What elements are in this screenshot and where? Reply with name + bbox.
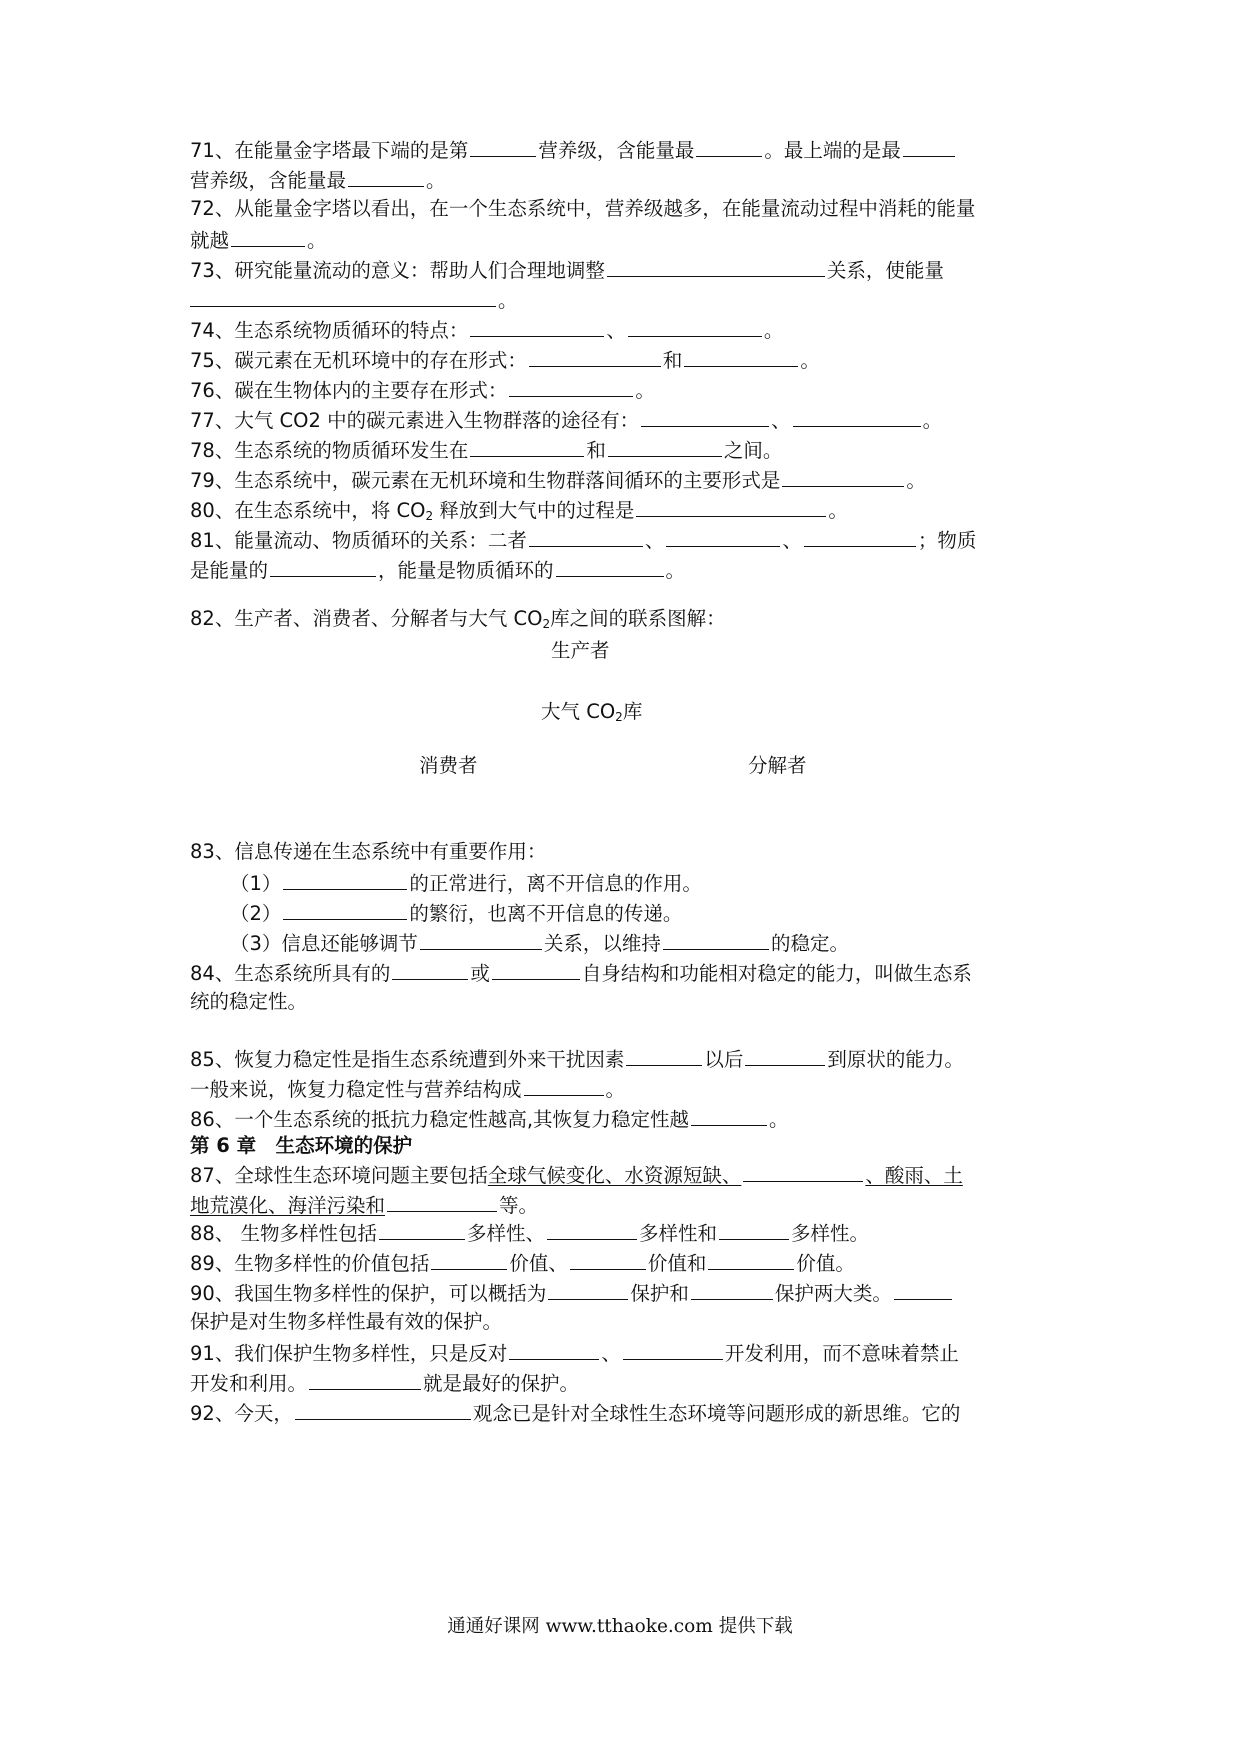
q81-blank-4[interactable]	[270, 554, 376, 577]
q83-blank-1[interactable]	[283, 867, 407, 890]
q71-blank-1[interactable]	[470, 134, 536, 157]
q73-text-c: 。	[498, 289, 518, 312]
q90-blank-2[interactable]	[691, 1277, 773, 1300]
chapter-heading: 第 6 章 生态环境的保护	[190, 1134, 413, 1157]
q80-text-a: 80、在生态系统中，将 CO	[190, 499, 426, 522]
q88-text-d: 多样性。	[791, 1222, 870, 1245]
q82-line	[190, 604, 1060, 634]
diagram-co2-pool-label	[541, 697, 642, 727]
q78-text-b: 和	[586, 439, 606, 462]
q74-text-a: 74、生态系统物质循环的特点：	[190, 319, 469, 342]
q72-text-c: 。	[307, 229, 327, 252]
q87-line1	[190, 1159, 1060, 1189]
diagram-consumer-label: 消费者	[419, 754, 478, 777]
q71-text-e: 。	[426, 169, 446, 192]
q84-text-a: 84、生态系统所具有的	[190, 962, 391, 985]
diagram-co2-subscript: 2	[615, 710, 623, 724]
q79-text-b: 。	[906, 469, 926, 492]
q92-text-b: 观念已是针对全球性生态环境等问题形成的新思维。它的	[472, 1402, 961, 1425]
q91-blank-2[interactable]	[623, 1337, 723, 1360]
q84-line2	[190, 987, 1060, 1017]
q80-text-b: 释放到大气中的过程是	[433, 499, 635, 522]
q79-blank-1[interactable]	[782, 464, 904, 487]
q76-text-a: 76、碳在生物体内的主要存在形式：	[190, 379, 508, 402]
q83-blank-4[interactable]	[663, 927, 769, 950]
q73-text-a: 73、研究能量流动的意义：帮助人们合理地调整	[190, 259, 605, 282]
q87-underlined-text-a: 全球气候变化、水资源短缺、	[487, 1164, 742, 1187]
q77-text-c: 。	[922, 409, 943, 432]
q85-text-a: 85、恢复力稳定性是指生态系统遭到外来干扰因素	[190, 1048, 625, 1071]
q89-text-d: 价值。	[796, 1252, 855, 1275]
q90-blank-3[interactable]	[894, 1277, 952, 1300]
q89-text-a: 89、生物多样性的价值包括	[190, 1252, 430, 1275]
q83-blank-2[interactable]	[283, 897, 407, 920]
q91-text-e: 就是最好的保护。	[423, 1372, 580, 1395]
q72-text-b: 就越	[190, 229, 230, 252]
diagram-decomposer-label: 分解者	[748, 754, 807, 777]
q75-line	[190, 344, 1060, 374]
q76-text-b: 。	[635, 379, 655, 402]
q85-text-b: 以后	[704, 1048, 744, 1071]
q83-item3	[230, 927, 1100, 957]
q87-text-a: 87、全球性生态环境问题主要包括	[190, 1164, 488, 1187]
q71-text-a: 71、在能量金字塔最下端的是第	[190, 139, 469, 162]
q85-line2	[190, 1073, 1060, 1103]
q88-text-a: 88、 生物多样性包括	[190, 1222, 378, 1245]
q76-line	[190, 374, 1060, 404]
q90-text-c: 保护两大类。	[774, 1282, 892, 1305]
q83-title-line	[190, 837, 1060, 867]
q78-text-c: 之间。	[723, 439, 783, 462]
q84-text-c: 自身结构和功能相对稳定的能力，叫做生态系	[581, 962, 972, 985]
q85-blank-2[interactable]	[745, 1043, 825, 1066]
q74-blank-1[interactable]	[470, 314, 604, 337]
diagram-co2-text-b: 库	[622, 700, 643, 723]
q91-text-d: 开发和利用。	[190, 1372, 308, 1395]
q71-line1	[190, 134, 1060, 164]
q92-line	[190, 1397, 1060, 1427]
q85-text-c: 到原状的能力。	[827, 1048, 964, 1071]
q85-text-d: 一般来说，恢复力稳定性与营养结构成	[190, 1078, 522, 1101]
q88-text-b: 多样性、	[467, 1222, 546, 1245]
q74-text-c: 。	[763, 319, 784, 342]
q83-item2-text: 的繁衍，也离不开信息的传递。	[409, 902, 683, 925]
q91-line2	[190, 1367, 1060, 1397]
q91-text-b: 、	[601, 1342, 621, 1365]
q83-item3-text-a: （3）信息还能够调节	[230, 932, 418, 955]
q73-line1	[190, 254, 1060, 284]
q80-blank-1[interactable]	[636, 494, 826, 517]
q92-blank-1[interactable]	[295, 1397, 471, 1420]
q71-blank-2[interactable]	[696, 134, 762, 157]
q87-underlined-text-b: 、酸雨、土	[865, 1164, 963, 1187]
q88-blank-3[interactable]	[719, 1217, 789, 1240]
q87-line2	[190, 1189, 1060, 1219]
q82-text-b: 库之间的联系图解：	[550, 607, 726, 630]
q79-line	[190, 464, 1060, 494]
q90-text-b: 保护和	[630, 1282, 689, 1305]
q81-text-g: 。	[665, 559, 686, 582]
q83-item1	[230, 867, 1100, 897]
q83-item1-text: 的正常进行，离不开信息的作用。	[409, 872, 702, 895]
q86-text-b: 。	[769, 1108, 789, 1131]
q90-line1	[190, 1277, 1060, 1307]
q90-line2	[190, 1307, 1060, 1337]
q83-item2	[230, 897, 1100, 927]
q72-line2	[190, 224, 1060, 254]
q91-line1	[190, 1337, 1060, 1367]
q81-blank-2[interactable]	[666, 524, 780, 547]
q82-subscript: 2	[542, 617, 551, 631]
q83-title: 83、信息传递在生态系统中有重要作用：	[190, 840, 547, 863]
q83-blank-3[interactable]	[420, 927, 542, 950]
q72-line1	[190, 194, 1060, 224]
q78-blank-2[interactable]	[608, 434, 722, 457]
q91-text-a: 91、我们保护生物多样性，只是反对	[190, 1342, 508, 1365]
q76-blank-1[interactable]	[509, 374, 633, 397]
q86-blank-1[interactable]	[691, 1103, 767, 1126]
q75-text-b: 和	[662, 349, 683, 372]
q81-text-f: ，能量是物质循环的	[378, 559, 554, 582]
page-footer: 通通好课网 www.tthaoke.com 提供下载	[447, 1616, 793, 1637]
q91-blank-1[interactable]	[509, 1337, 599, 1360]
q78-line	[190, 434, 1060, 464]
q84-blank-1[interactable]	[392, 957, 468, 980]
q89-text-c: 价值和	[647, 1252, 707, 1275]
q87-text-b: 等。	[499, 1194, 539, 1217]
q79-text-a: 79、生态系统中，碳元素在无机环境和生物群落间循环的主要形式是	[190, 469, 781, 492]
q90-blank-1[interactable]	[548, 1277, 628, 1300]
q81-text-b: 、	[644, 529, 665, 552]
q81-text-c: 、	[782, 529, 802, 552]
q81-text-d: ；物质	[917, 529, 977, 552]
q90-text-d: 保护是对生物多样性最有效的保护。	[190, 1310, 503, 1333]
q78-blank-1[interactable]	[470, 434, 584, 457]
q83-item2-num: （2）	[230, 902, 282, 925]
q73-text-b: 关系，使能量	[826, 259, 944, 282]
q89-blank-3[interactable]	[708, 1247, 794, 1270]
q73-blank-1[interactable]	[607, 254, 825, 277]
q89-text-b: 价值、	[509, 1252, 568, 1275]
q71-blank-3[interactable]	[903, 134, 955, 157]
q86-line	[190, 1103, 1060, 1133]
q81-text-a: 81、能量流动、物质循环的关系：二者	[190, 529, 527, 552]
q85-line1	[190, 1043, 1060, 1073]
q90-text-a: 90、我国生物多样性的保护，可以概括为	[190, 1282, 547, 1305]
q71-text-d: 营养级，含能量最	[190, 169, 347, 192]
q89-line	[190, 1247, 1060, 1277]
q75-text-c: 。	[800, 349, 820, 372]
q73-blank-2[interactable]	[190, 284, 496, 307]
q75-text-a: 75、碳元素在无机环境中的存在形式：	[190, 349, 527, 372]
q81-blank-1[interactable]	[529, 524, 643, 547]
q87-underlined-text-c: 地荒漠化、海洋污染和	[190, 1194, 386, 1217]
q83-item3-text-b: 关系，以维持	[543, 932, 661, 955]
q88-blank-1[interactable]	[379, 1217, 465, 1240]
q92-text-a: 92、今天，	[190, 1402, 293, 1425]
q71-text-c: 。最上端的是最	[764, 139, 901, 162]
q77-text-a: 77、大气 CO2 中的碳元素进入生物群落的途径有：	[190, 409, 640, 432]
q74-text-b: 、	[606, 319, 626, 342]
q85-blank-1[interactable]	[626, 1043, 702, 1066]
q89-blank-1[interactable]	[431, 1247, 507, 1270]
q81-line2	[190, 554, 1060, 584]
q88-blank-2[interactable]	[547, 1217, 637, 1240]
q71-text-b: 营养级，含能量最	[538, 139, 695, 162]
q72-blank-1[interactable]	[231, 224, 305, 247]
q77-blank-2[interactable]	[793, 404, 921, 427]
q73-line2	[190, 284, 1060, 314]
q80-text-c: 。	[828, 499, 848, 522]
q87-blank-2[interactable]	[387, 1189, 497, 1212]
q75-blank-2[interactable]	[684, 344, 798, 367]
q89-blank-2[interactable]	[570, 1247, 646, 1270]
q81-text-e: 是能量的	[190, 559, 269, 582]
q80-line	[190, 494, 1060, 524]
q84-line1	[190, 957, 1060, 987]
q77-text-b: 、	[771, 409, 791, 432]
q85-blank-3[interactable]	[524, 1073, 604, 1096]
q77-line	[190, 404, 1060, 434]
q87-blank-1[interactable]	[743, 1159, 863, 1182]
q86-text-a: 86、一个生态系统的抵抗力稳定性越高,其恢复力稳定性越	[190, 1108, 690, 1131]
q80-subscript: 2	[425, 509, 434, 523]
q91-text-c: 开发利用，而不意味着禁止	[724, 1342, 959, 1365]
q82-text-a: 82、生产者、消费者、分解者与大气 CO	[190, 607, 543, 630]
q71-line2	[190, 164, 1060, 194]
q91-blank-3[interactable]	[309, 1367, 421, 1390]
diagram-producer-label: 生产者	[551, 639, 610, 662]
q81-blank-5[interactable]	[556, 554, 664, 577]
q84-text-b: 或	[470, 962, 490, 985]
q84-blank-2[interactable]	[492, 957, 580, 980]
q84-text-d: 统的稳定性。	[190, 990, 308, 1013]
q74-blank-2[interactable]	[628, 314, 762, 337]
q74-line	[190, 314, 1060, 344]
q83-item3-text-c: 的稳定。	[770, 932, 849, 955]
q77-blank-1[interactable]	[641, 404, 769, 427]
q81-line1	[190, 524, 1060, 554]
q81-blank-3[interactable]	[804, 524, 916, 547]
q78-text-a: 78、生态系统的物质循环发生在	[190, 439, 469, 462]
q72-text-a: 72、从能量金字塔以看出，在一个生态系统中，营养级越多，在能量流动过程中消耗的能量	[190, 197, 976, 220]
q83-item1-num: （1）	[230, 872, 282, 895]
q71-blank-4[interactable]	[348, 164, 424, 187]
diagram-co2-text-a: 大气 CO	[541, 700, 616, 723]
q75-blank-1[interactable]	[529, 344, 661, 367]
q88-line	[190, 1217, 1060, 1247]
q88-text-c: 多样性和	[639, 1222, 718, 1245]
q85-text-e: 。	[605, 1078, 626, 1101]
